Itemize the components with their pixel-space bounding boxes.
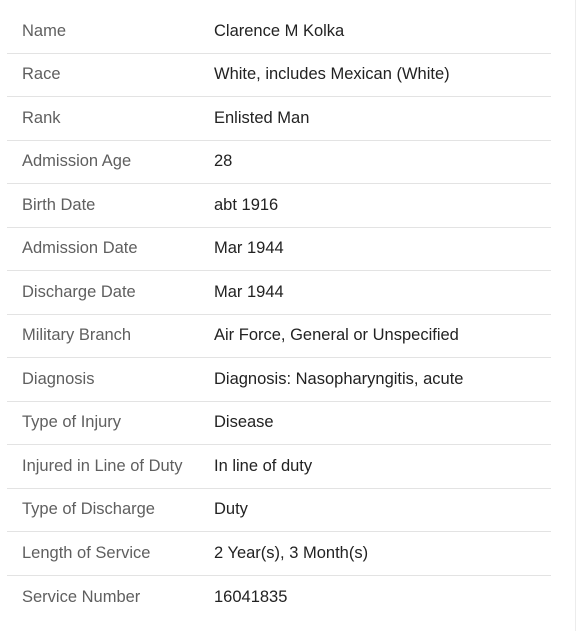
row-discharge-date	[7, 271, 551, 315]
row-injured-in-line-of-duty	[7, 445, 551, 489]
discharge-date-label: Discharge Date	[22, 282, 136, 301]
rank-value: Enlisted Man	[214, 108, 310, 127]
type-of-discharge-value: Duty	[214, 500, 248, 519]
rank-label: Rank	[22, 108, 61, 127]
military-branch-value: Air Force, General or Unspecified	[214, 326, 459, 345]
row-diagnosis	[7, 358, 551, 402]
type-of-discharge-label: Type of Discharge	[22, 500, 155, 519]
row-military-branch	[7, 315, 551, 359]
injured-in-line-of-duty-label: Injured in Line of Duty	[22, 456, 183, 475]
diagnosis-value: Diagnosis: Nasopharyngitis, acute	[214, 369, 464, 388]
injured-in-line-of-duty-value: In line of duty	[214, 456, 313, 475]
diagnosis-label: Diagnosis	[22, 369, 95, 388]
admission-age-label: Admission Age	[22, 152, 132, 171]
panel-right-border	[575, 0, 576, 631]
row-type-of-discharge	[7, 489, 551, 533]
race-label: Race	[22, 65, 61, 84]
length-of-service-label: Length of Service	[22, 543, 151, 562]
type-of-injury-value: Disease	[214, 413, 274, 432]
admission-date-label: Admission Date	[22, 239, 138, 258]
birth-date-value: abt 1916	[214, 195, 279, 214]
row-admission-date	[7, 228, 551, 272]
admission-age-value: 28	[214, 152, 233, 171]
admission-date-value: Mar 1944	[214, 239, 284, 258]
row-service-number	[7, 576, 551, 620]
row-type-of-injury	[7, 402, 551, 446]
military-branch-label: Military Branch	[22, 326, 132, 345]
row-name	[7, 10, 551, 54]
record-details-table	[7, 10, 551, 619]
row-race	[7, 54, 551, 98]
name-value: Clarence M Kolka	[214, 21, 345, 40]
birth-date-label: Birth Date	[22, 195, 96, 214]
discharge-date-value: Mar 1944	[214, 282, 284, 301]
row-length-of-service	[7, 532, 551, 576]
row-admission-age	[7, 141, 551, 185]
type-of-injury-label: Type of Injury	[22, 413, 122, 432]
race-value: White, includes Mexican (White)	[214, 65, 450, 84]
row-birth-date	[7, 184, 551, 228]
service-number-value: 16041835	[214, 587, 288, 606]
service-number-label: Service Number	[22, 587, 141, 606]
length-of-service-value: 2 Year(s), 3 Month(s)	[214, 543, 369, 562]
row-rank	[7, 97, 551, 141]
name-label: Name	[22, 21, 67, 40]
